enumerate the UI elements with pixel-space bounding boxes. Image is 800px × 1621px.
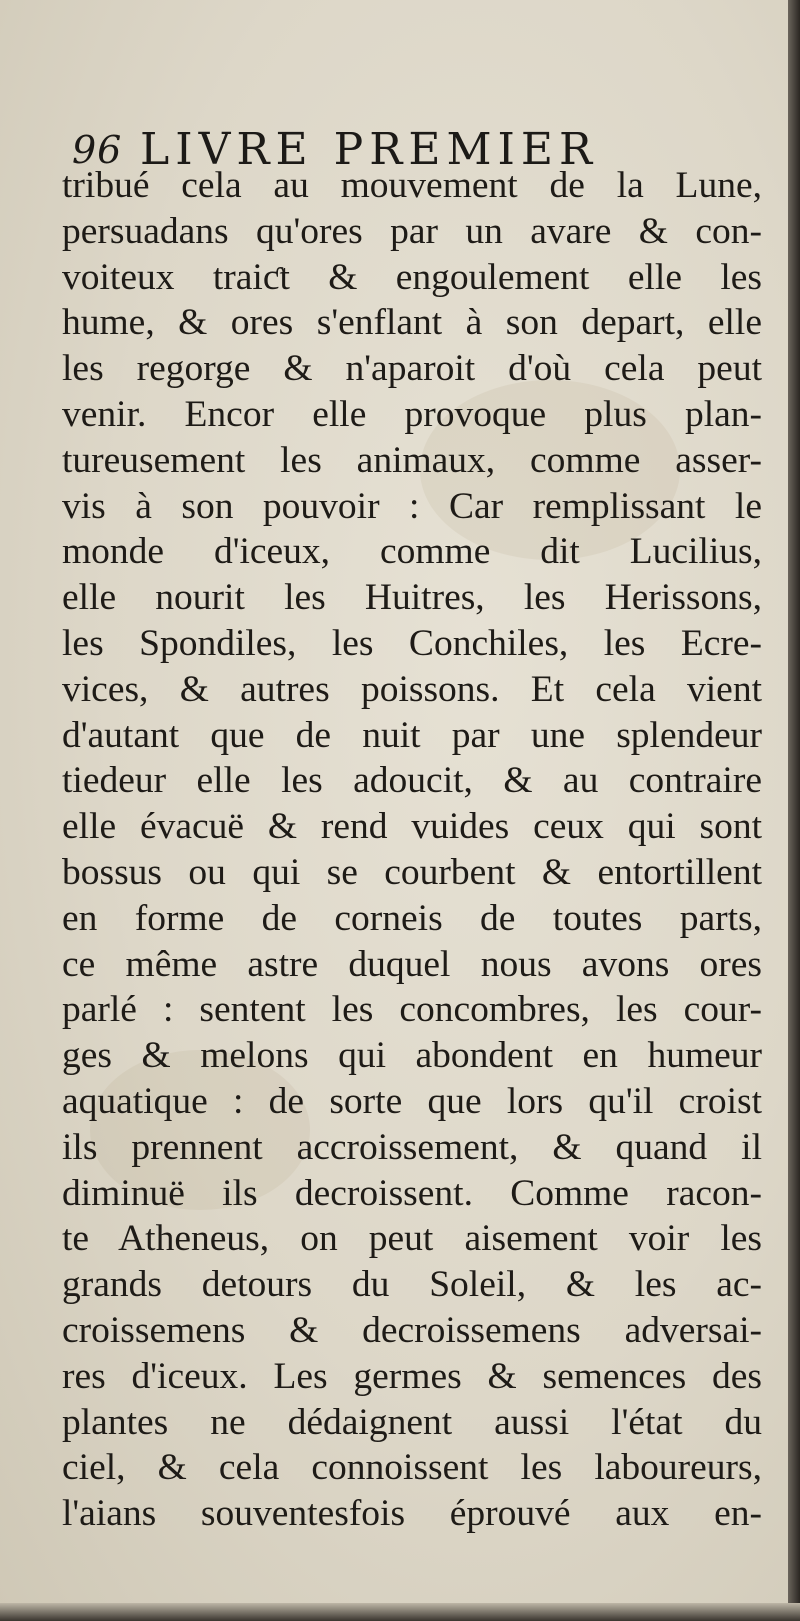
text-line: tiedeur elle les adoucit, & au contraire xyxy=(62,760,762,802)
text-line: voiteux traiƈt & engoulement elle les xyxy=(62,256,762,298)
text-line: diminuë ils decroissent. Comme racon- xyxy=(62,1172,762,1214)
text-line: ges & melons qui abondent en humeur xyxy=(62,1035,762,1077)
text-line: ce même astre duquel nous avons ores xyxy=(62,943,762,985)
text-line: plantes ne dédaignent aussi l'état du xyxy=(62,1401,762,1443)
page-number: 96 xyxy=(72,128,123,172)
text-line: en forme de corneis de toutes parts, xyxy=(62,897,762,939)
text-line: ciel, & cela connoissent les laboureurs, xyxy=(62,1447,762,1489)
page-bottom-shadow xyxy=(0,1603,800,1621)
text-line: elle nourit les Huitres, les Herissons, xyxy=(62,577,762,619)
text-line: hume, & ores s'enflant à son depart, elle xyxy=(62,302,762,344)
text-line: l'aians souventesfois éprouvé aux en- xyxy=(62,1493,762,1535)
text-line: grands detours du Soleil, & les ac- xyxy=(62,1264,762,1306)
text-line: les regorge & n'aparoit d'où cela peut xyxy=(62,348,762,390)
text-line: d'autant que de nuit par une splendeur xyxy=(62,714,762,756)
page-body-text xyxy=(62,163,762,1537)
text-line: bossus ou qui se courbent & entortillent xyxy=(62,851,762,893)
text-line: te Atheneus, on peut aisement voir les xyxy=(62,1218,762,1260)
text-line: vis à son pouvoir : Car remplissant le xyxy=(62,485,762,527)
text-line: venir. Encor elle provoque plus plan- xyxy=(62,393,762,435)
text-line: monde d'iceux, comme dit Lucilius, xyxy=(62,531,762,573)
text-line: vices, & autres poissons. Et cela vient xyxy=(62,668,762,710)
text-line: res d'iceux. Les germes & semences des xyxy=(62,1355,762,1397)
text-line: ils prennent accroissement, & quand il xyxy=(62,1126,762,1168)
text-line: croissemens & decroissemens adversai- xyxy=(62,1309,762,1351)
text-line: tribué cela au mouvement de la Lune, xyxy=(62,165,762,206)
text-line: les Spondiles, les Conchiles, les Ecre- xyxy=(62,622,762,664)
text-line: parlé : sentent les concombres, les cour- xyxy=(62,989,762,1031)
text-line: persuadans qu'ores par un avare & con- xyxy=(62,210,762,252)
text-line: elle évacuë & rend vuides ceux qui sont xyxy=(62,806,762,848)
running-title: LIVRE PREMIER xyxy=(140,124,599,175)
text-line: tureusement les animaux, comme asser- xyxy=(62,439,762,481)
page-edge-shadow xyxy=(788,0,800,1621)
text-line: aquatique : de sorte que lors qu'il croist xyxy=(62,1080,762,1122)
